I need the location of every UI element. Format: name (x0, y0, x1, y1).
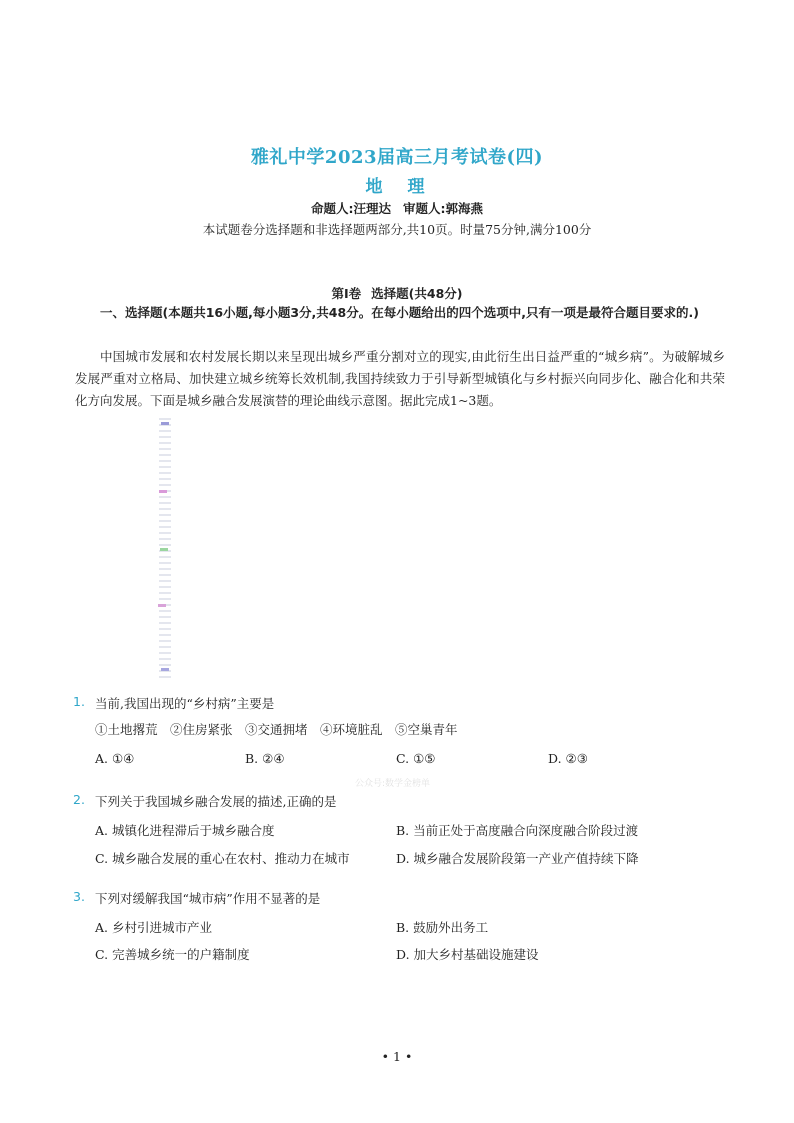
question-2-option-d[interactable]: D. 城乡融合发展阶段第一产业产值持续下降 (396, 851, 639, 866)
section-name: 选择题(共48分) (371, 286, 463, 301)
figure-mark (160, 548, 168, 551)
section-heading (0, 284, 794, 302)
question-1-option-c[interactable]: C. ①⑤ (396, 751, 436, 766)
page-number: • 1 • (381, 1049, 413, 1064)
figure-mark (161, 422, 169, 425)
theory-curve-figure (155, 418, 177, 680)
figure-mark (161, 668, 169, 671)
question-3-option-d[interactable]: D. 加大乡村基础设施建设 (396, 947, 539, 962)
question-1-number: 1. (73, 694, 85, 709)
exam-title: 雅礼中学2023届高三月考试卷(四) (250, 147, 544, 168)
subject-title: 地 理 (365, 177, 429, 197)
question-3-option-c[interactable]: C. 完善城乡统一的户籍制度 (95, 947, 250, 962)
reading-passage: 中国城市发展和农村发展长期以来呈现出城乡严重分割对立的现实,由此衍生出日益严重的“城乡病”。为破解城乡发展严重对立格局、加快建立城乡统筹长效机制,我国持续致力于引导新型城镇化与乡村振兴向同步化、融合化和共荣化方向发展。下面是城乡融合发展演替的理论曲线示意图。据此完成1~3题。 (75, 349, 725, 408)
question-3-text: 下列对缓解我国“城市病”作用不显著的是 (95, 891, 321, 906)
figure-mark (158, 604, 166, 607)
watermark-text: 公众号:数学金榜单 (355, 779, 431, 789)
reviewer-name: 审题人:郭海燕 (403, 201, 483, 216)
section-part: 第Ⅰ卷 (331, 286, 362, 301)
figure-mark (159, 490, 167, 493)
question-2-option-c[interactable]: C. 城乡融合发展的重心在农村、推动力在城市 (95, 851, 350, 866)
question-1-items: ①土地撂荒 ②住房紧张 ③交通拥堵 ④环境脏乱 ⑤空巢青年 (95, 722, 458, 737)
question-1-text: 当前,我国出现的“乡村病”主要是 (95, 696, 275, 711)
question-3-option-b[interactable]: B. 鼓励外出务工 (396, 920, 489, 935)
question-1-option-a[interactable]: A. ①④ (95, 751, 135, 766)
section-instructions: 一、选择题(本题共16小题,每小题3分,共48分。在每小题给出的四个选项中,只有一项是最符合题目要求的.) (100, 305, 699, 320)
question-2-number: 2. (73, 792, 85, 807)
question-2-option-b[interactable]: B. 当前正处于高度融合向深度融合阶段过渡 (396, 823, 639, 838)
question-2-text: 下列关于我国城乡融合发展的描述,正确的是 (95, 794, 337, 809)
question-2-option-a[interactable]: A. 城镇化进程滞后于城乡融合度 (95, 823, 275, 838)
question-1-option-b[interactable]: B. ②④ (245, 751, 285, 766)
question-1-option-d[interactable]: D. ②③ (548, 751, 588, 766)
authors-line (0, 199, 794, 217)
question-3-number: 3. (73, 889, 85, 904)
setter-name: 命题人:汪理达 (311, 201, 391, 216)
exam-intro: 本试题卷分选择题和非选择题两部分,共10页。时量75分钟,满分100分 (202, 222, 592, 237)
question-3-option-a[interactable]: A. 乡村引进城市产业 (95, 920, 212, 935)
